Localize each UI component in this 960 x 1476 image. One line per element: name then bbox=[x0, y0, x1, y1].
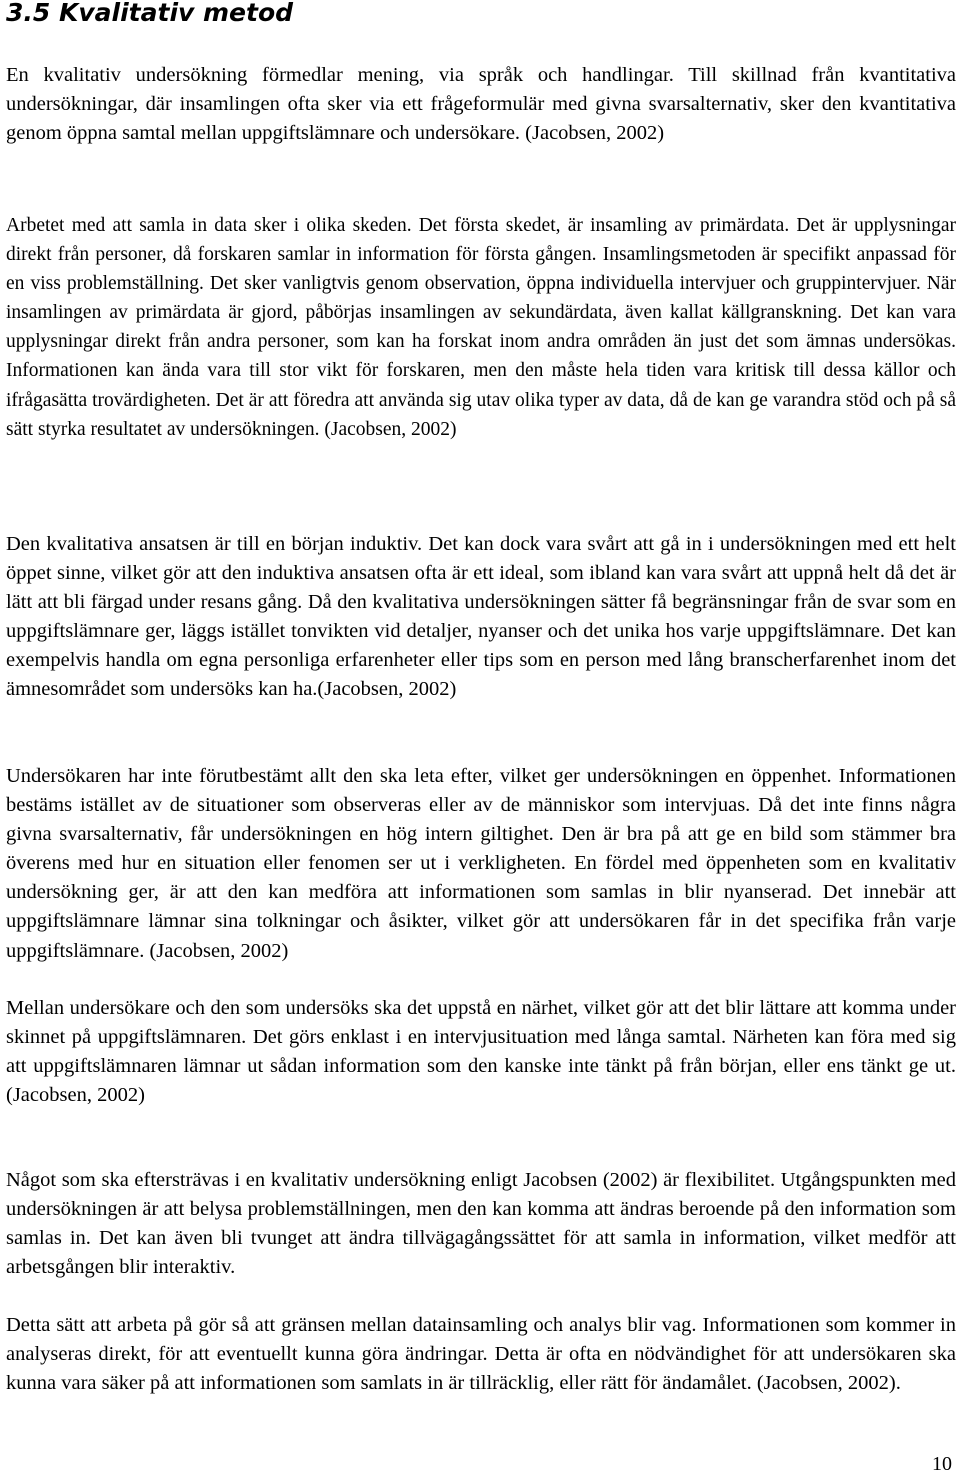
section-heading: 3.5 Kvalitativ metod bbox=[6, 0, 294, 27]
paragraph-inductive-approach: Den kvalitativa ansatsen är till en början induktiv. Det kan dock vara svårt att gå in i undersökningen med ett helt öppet sinne, vilket gör att den induktiva ansatsen ofta är ett ideal, som ibland kan vara svårt att uppnå helt då det är lätt att bli färgad under resans gång. Då den kvalitativa undersökningen sätter få begränsningar från de svar som en uppgiftslämnare ger, läggs istället tonvikten vid detaljer, nyanser och det unika hos varje uppgiftslämnare. Det kan exempelvis handla om egna personliga erfarenheter eller tips som en person med lång branscherfarenhet inom det ämnesområdet som undersöks kan ha.(Jacobsen, 2002) bbox=[6, 533, 956, 701]
paragraph-closeness: Mellan undersökare och den som undersöks ska det uppstå en närhet, vilket gör att det blir lättare att komma under skinnet på uppgiftslämnaren. Det görs enklast i en intervjusituation med långa samtal. Närheten kan föra med sig att uppgiftslämnaren lämnar ut sådan information som den kanske inte tänkt på från början, eller ens tänkt ge ut. (Jacobsen, 2002) bbox=[6, 997, 956, 1106]
page-number: 10 bbox=[932, 1453, 952, 1475]
paragraph-data-collection: Arbetet med att samla in data sker i olika skeden. Det första skedet, är insamling av primärdata. Det är upplysningar direkt från personer, då forskaren samlar in information för första gången. Insamlingsmetoden är specifikt anpassad för en viss problemställning. Det sker vanligtvis genom observation, öppna individuella intervjuer och gruppintervjuer. När insamlingen av primärdata är gjord, påbörjas insamlingen av sekundärdata, även kallat källgranskning. Det kan vara upplysningar direkt från andra personer, som kan ha forskat inom andra områden än just det som ämnas undersökas. Informationen kan ända vara till stor vikt för forskaren, men den måste hela tiden vara kritisk till dessa källor och ifrågasätta trovärdigheten. Det är att föredra att använda sig utav olika typer av data, då de kan ge varandra stöd och på så sätt styrka resultatet av undersökningen. (Jacobsen, 2002) bbox=[6, 215, 956, 440]
paragraph-openness: Undersökaren har inte förutbestämt allt den ska leta efter, vilket ger undersökningen en öppenhet. Informationen bestäms istället av de situationer som observeras eller av de människor som intervjuas. Då det inte finns några givna svarsalternativ, får undersökningen en hög intern giltighet. Den är bra på att ge en bild som stämmer bra överens med hur en situation eller fenomen ser ut i verkligheten. En fördel med öppenheten som en kvalitativ undersökning ger, är att den kan medföra att informationen som samlas in blir nyanserad. Det innebär att uppgiftslämnare lämnar sina tolkningar och åsikter, vilket gör att undersökaren får in det specifika från varje uppgiftslämnare. (Jacobsen, 2002) bbox=[6, 765, 956, 962]
document-page bbox=[6, 0, 956, 1476]
paragraph-flexibility: Något som ska eftersträvas i en kvalitativ undersökning enligt Jacobsen (2002) är flexibilitet. Utgångspunkten med undersökningen är att belysa problemställningen, men den kan komma att ändras beroende på den information som samlas in. Det kan även bli tvunget att ändra tillvägagångssättet för att samla in information, vilket medför att arbetsgången blir interaktiv. bbox=[6, 1169, 956, 1278]
paragraph-analysis: Detta sätt att arbeta på gör så att gränsen mellan datainsamling och analys blir vag. Informationen som kommer in analyseras direkt, för att eventuellt kunna göra ändringar. Detta är ofta en nödvändighet för att undersökaren ska kunna vara säker på att informationen som samlats in är tillräcklig, eller rätt för ändamålet. (Jacobsen, 2002). bbox=[6, 1314, 956, 1394]
paragraph-intro: En kvalitativ undersökning förmedlar mening, via språk och handlingar. Till skillnad från kvantitativa undersökningar, där insamlingen ofta sker via ett frågeformulär med givna svarsalternativ, sker den kvantitativa genom öppna samtal mellan uppgiftslämnare och undersökare. (Jacobsen, 2002) bbox=[6, 64, 956, 144]
